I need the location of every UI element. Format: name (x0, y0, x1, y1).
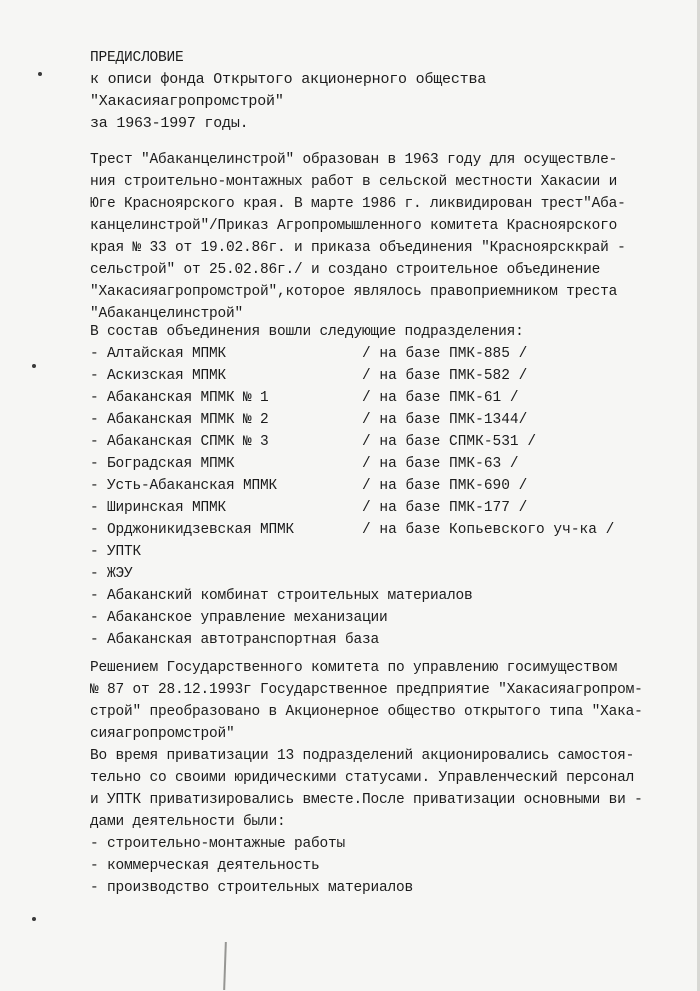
unit-base: / на базе ПМК-63 / (362, 456, 519, 472)
paragraph-1-line: Юге Красноярского края. В марте 1986 г. ликвидирован трест"Аба- (90, 196, 626, 212)
paragraph-2-line: Решением Государственного комитета по управлению госимуществом (90, 660, 618, 676)
paragraph-3-line: и УПТК приватизировались вместе.После приватизации основными ви - (90, 792, 643, 808)
paragraph-3-line: тельно со своими юридическими статусами. Управленческий персонал (90, 770, 635, 786)
unit-name: - Ширинская МПМК (90, 500, 227, 516)
unit-base: / на базе ПМК-177 / (362, 500, 528, 516)
unit-base: / на базе ПМК-61 / (362, 390, 519, 406)
activity-item: - строительно-монтажные работы (90, 836, 346, 852)
scan-speck (32, 917, 36, 921)
unit-name: - Алтайская МПМК (90, 346, 227, 362)
activity-item: - производство строительных материалов (90, 880, 414, 896)
unit-base: / на базе Копьевского уч-ка / (362, 522, 615, 538)
scan-speck (38, 72, 42, 76)
unit-base: / на базе ПМК-690 / (362, 478, 528, 494)
unit-base: / на базе ПМК-1344/ (362, 412, 528, 428)
paragraph-1-line: края № 33 от 19.02.86г. и приказа объединения "Красноярсккрай - (90, 240, 626, 256)
scan-speck (32, 364, 36, 368)
paragraph-1-line: "Абаканцелинстрой" (90, 306, 244, 322)
paragraph-2-line: строй" преобразовано в Акционерное общество открытого типа "Хака- (90, 704, 643, 720)
paragraph-1-line: канцелинстрой"/Приказ Агропромышленного комитета Красноярского (90, 218, 618, 234)
paragraph-1-line: "Хакасияагропромстрой",которое являлось правоприемником треста (90, 284, 618, 300)
doc-subtitle-line-1: к описи фонда Открытого акционерного общества (90, 71, 487, 88)
unit-base: / на базе СПМК-531 / (362, 434, 537, 450)
unit-name: - Абаканское управление механизации (90, 610, 388, 626)
unit-name: - УПТК (90, 544, 142, 560)
unit-name: - Боградская МПМК (90, 456, 235, 472)
unit-base: / на базе ПМК-885 / (362, 346, 528, 362)
paragraph-1-line: ния строительно-монтажных работ в сельской местности Хакасии и (90, 174, 618, 190)
activity-item: - коммерческая деятельность (90, 858, 320, 874)
doc-heading: ПРЕДИСЛОВИЕ (90, 50, 184, 66)
doc-subtitle-line-3: за 1963-1997 годы. (90, 115, 249, 132)
paragraph-2-line: № 87 от 28.12.1993г Государственное предприятие "Хакасияагропром- (90, 682, 643, 698)
doc-subtitle-line-2: "Хакасияагропромстрой" (90, 93, 284, 110)
unit-name: - Абаканская СПМК № 3 (90, 434, 269, 450)
paragraph-3-line: Во время приватизации 13 подразделений акционировались самостоя- (90, 748, 635, 764)
unit-name: - Орджоникидзевская МПМК (90, 522, 295, 538)
paragraph-1-line: сельстрой" от 25.02.86г./ и создано строительное объединение (90, 262, 601, 278)
unit-name: - Абаканская автотранспортная база (90, 632, 380, 648)
paragraph-2-line: сияагропромстрой" (90, 726, 235, 742)
unit-name: - Абаканский комбинат строительных материалов (90, 588, 473, 604)
unit-name: - ЖЭУ (90, 566, 133, 582)
unit-name: - Усть-Абаканская МПМК (90, 478, 278, 494)
unit-name: - Абаканская МПМК № 1 (90, 390, 269, 406)
scan-mark (223, 942, 227, 990)
unit-name: - Аскизская МПМК (90, 368, 227, 384)
units-intro: В состав объединения вошли следующие подразделения: (90, 324, 524, 340)
unit-base: / на базе ПМК-582 / (362, 368, 528, 384)
paragraph-3-line: дами деятельности были: (90, 814, 286, 830)
unit-name: - Абаканская МПМК № 2 (90, 412, 269, 428)
paragraph-1-line: Трест "Абаканцелинстрой" образован в 1963 году для осуществле- (90, 152, 618, 168)
